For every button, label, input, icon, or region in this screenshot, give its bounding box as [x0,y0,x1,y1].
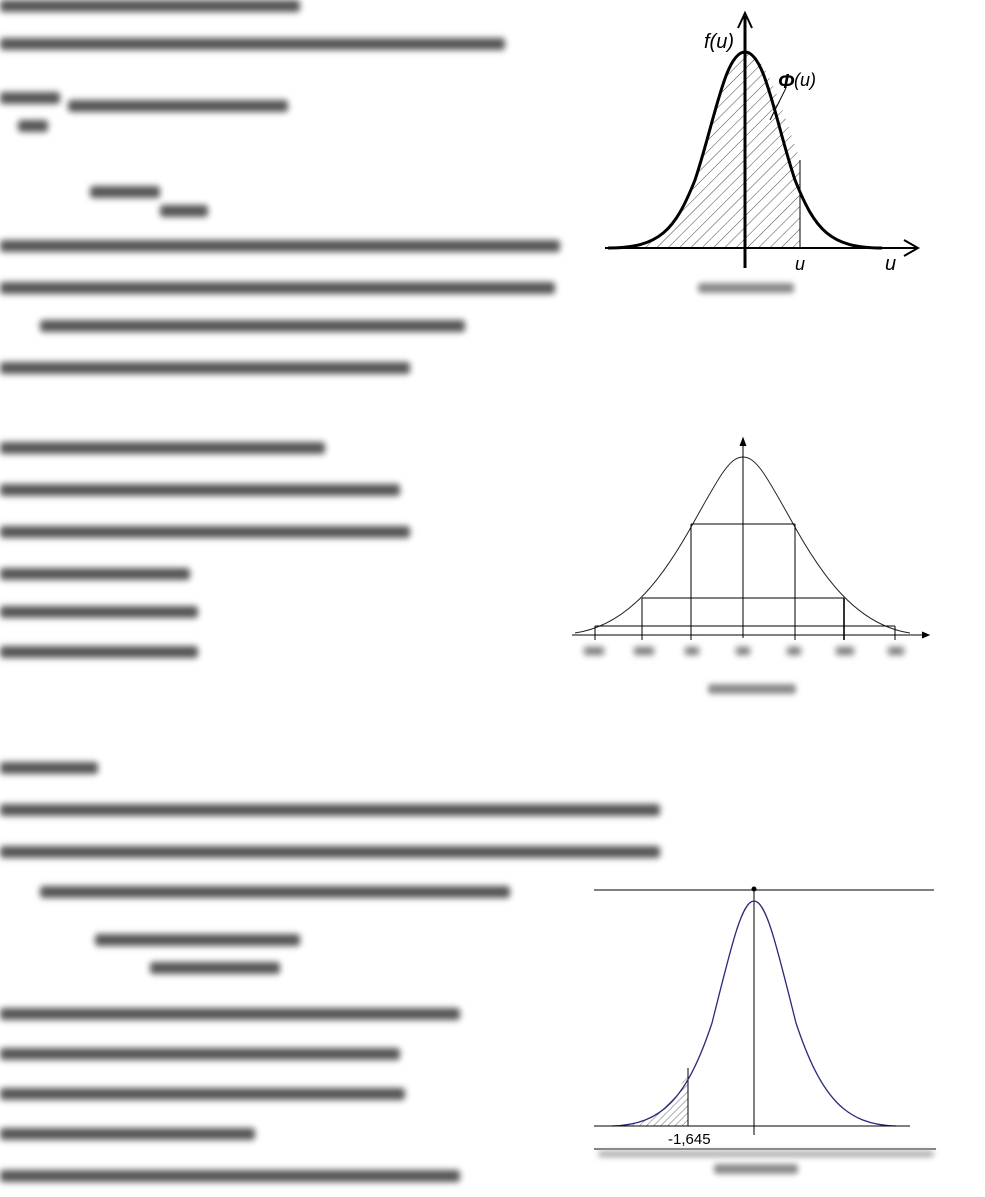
text-line [0,526,410,538]
text-line [0,646,198,658]
sigma-intervals-figure [570,435,935,665]
y-axis-arrow [740,438,746,446]
text-line [0,282,555,294]
figure3-caption-text [714,1164,798,1174]
x-axis-label: u [885,253,897,275]
formula-denominator [18,120,48,132]
critical-value-label: -1,645 [668,1131,711,1148]
formula-sqrt [160,205,208,217]
text-line [0,606,198,618]
x-axis-arrow [922,632,929,638]
u-tick-label: u [795,254,806,274]
phi-label-arg: (u) [794,70,816,90]
formula-line [90,186,160,198]
text-line [0,1170,460,1182]
text-line [40,320,465,332]
section-heading [0,762,98,774]
formula-denominator [150,962,280,974]
text-line [0,240,560,252]
text-line [0,0,300,12]
normal-density-figure [600,10,930,310]
text-line [0,804,660,816]
text-line [0,362,410,374]
figure1-caption [698,283,794,293]
top-marker [752,887,757,892]
text-line [0,1008,460,1020]
formula-rest [68,100,288,112]
text-line [0,38,505,50]
text-line [0,846,660,858]
text-line [40,886,510,898]
figure2-caption [708,684,796,694]
formula-numerator [95,934,300,946]
y-axis-label: f(u) [704,31,734,53]
formula-fraction [0,92,60,104]
phi-label-symbol: Φ [778,71,795,93]
left-tail-figure [592,883,937,1183]
text-line [0,442,325,454]
figure3-caption [598,1151,934,1157]
tick-labels-blurred [584,647,904,655]
text-line [0,1048,400,1060]
text-line [0,1128,255,1140]
text-line [0,1088,405,1100]
text-line [0,568,190,580]
text-line [0,484,400,496]
